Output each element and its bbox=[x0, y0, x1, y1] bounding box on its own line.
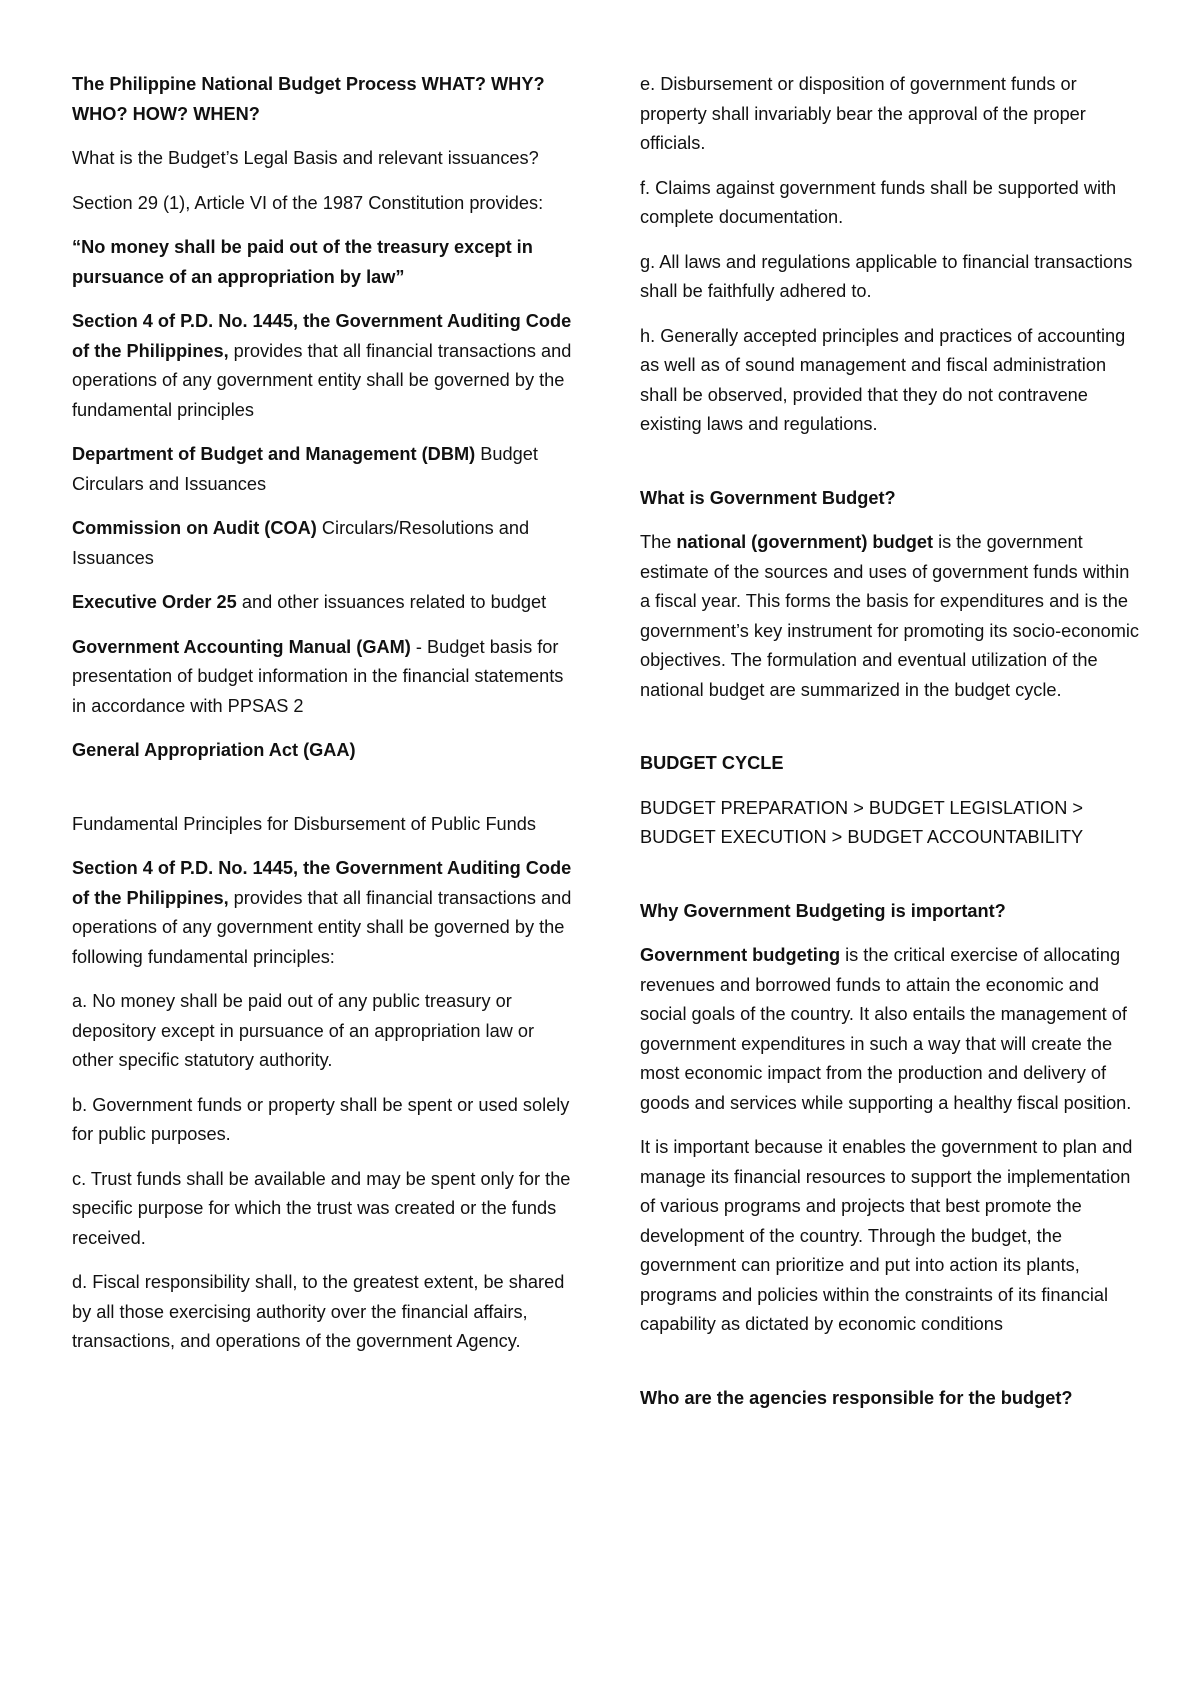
importance-question: Why Government Budgeting is important? bbox=[640, 900, 1006, 921]
document-title: The Philippine National Budget Process WHAT? WHY? WHO? HOW? WHEN? bbox=[72, 74, 545, 124]
government-budget-question: What is Government Budget? bbox=[640, 487, 896, 508]
budget-cycle-heading: BUDGET CYCLE bbox=[640, 753, 784, 773]
eo-paragraph: Executive Order 25 and other issuances related to budget bbox=[72, 592, 547, 612]
importance-paragraph-2: It is important because it enables the government to plan and manage its financial resources to support the implementation of various programs and projects that best promote the development of the country. Through the budget, the government can prioritize and put into action its plants, programs and policies within the constraints of its financial capability as dictated by economic conditions bbox=[640, 1137, 1133, 1334]
gam-paragraph: Government Accounting Manual (GAM) - Budget basis for presentation of budget information in the financial statements in accordance with PPSAS 2 bbox=[72, 636, 564, 716]
principle-a: a. No money shall be paid out of any public treasury or depository except in pursuance of an appropriation law or other specific statutory authority. bbox=[72, 991, 535, 1070]
gaa-paragraph: General Appropriation Act (GAA) bbox=[72, 740, 356, 760]
importance-paragraph-1: Government budgeting is the critical exercise of allocating revenues and borrowed funds to attain the economic and social goals of the country. It also entails the management of government expenditures in such a way that will create the most economic impact from the production and delivery of goods and services while supporting a healthy fiscal position. bbox=[640, 945, 1132, 1113]
right-column bbox=[640, 70, 1140, 1428]
principle-c: c. Trust funds shall be available and may be spent only for the specific purpose for which the trust was created or the funds received. bbox=[72, 1168, 571, 1248]
left-column bbox=[72, 70, 572, 1372]
constitution-quote: “No money shall be paid out of the treasury except in pursuance of an appropriation by law” bbox=[72, 237, 533, 287]
principle-f: f. Claims against government funds shall be supported with complete documentation. bbox=[640, 177, 1117, 227]
constitution-intro: Section 29 (1), Article VI of the 1987 Constitution provides: bbox=[72, 192, 544, 213]
agencies-question: Who are the agencies responsible for the budget? bbox=[640, 1387, 1073, 1408]
principle-g: g. All laws and regulations applicable to financial transactions shall be faithfully adhered to. bbox=[640, 251, 1133, 301]
principle-b: b. Government funds or property shall be spent or used solely for public purposes. bbox=[72, 1094, 570, 1144]
budget-cycle-text: BUDGET PREPARATION > BUDGET LEGISLATION > BUDGET EXECUTION > BUDGET ACCOUNTABILITY bbox=[640, 797, 1084, 847]
principles-intro: Section 4 of P.D. No. 1445, the Government Auditing Code of the Philippines, provides that all financial transactions and operations of any government entity shall be governed by the following fundamental principles: bbox=[72, 858, 572, 967]
government-budget-paragraph: The national (government) budget is the government estimate of the sources and uses of government funds within a fiscal year. This forms the basis for expenditures and is the government’s key instrument for promoting its socio-economic objectives. The formulation and eventual utilization of the national budget are summarized in the budget cycle. bbox=[640, 532, 1140, 700]
coa-paragraph: Commission on Audit (COA) Circulars/Resolutions and Issuances bbox=[72, 518, 530, 568]
principle-h: h. Generally accepted principles and practices of accounting as well as of sound management and fiscal administration shall be observed, provided that they do not contravene existing laws and regulations. bbox=[640, 325, 1126, 434]
principle-e: e. Disbursement or disposition of government funds or property shall invariably bear the approval of the proper officials. bbox=[640, 74, 1086, 153]
legal-basis-question: What is the Budget’s Legal Basis and relevant issuances? bbox=[72, 148, 539, 168]
dbm-paragraph: Department of Budget and Management (DBM) Budget Circulars and Issuances bbox=[72, 444, 538, 494]
principle-d: d. Fiscal responsibility shall, to the greatest extent, be shared by all those exercising authority over the financial affairs, transactions, and operations of the government Agency. bbox=[72, 1272, 565, 1351]
principles-heading: Fundamental Principles for Disbursement of Public Funds bbox=[72, 813, 536, 834]
pd1445-paragraph: Section 4 of P.D. No. 1445, the Government Auditing Code of the Philippines, provides that all financial transactions and operations of any government entity shall be governed by the fundamental principles bbox=[72, 311, 572, 420]
